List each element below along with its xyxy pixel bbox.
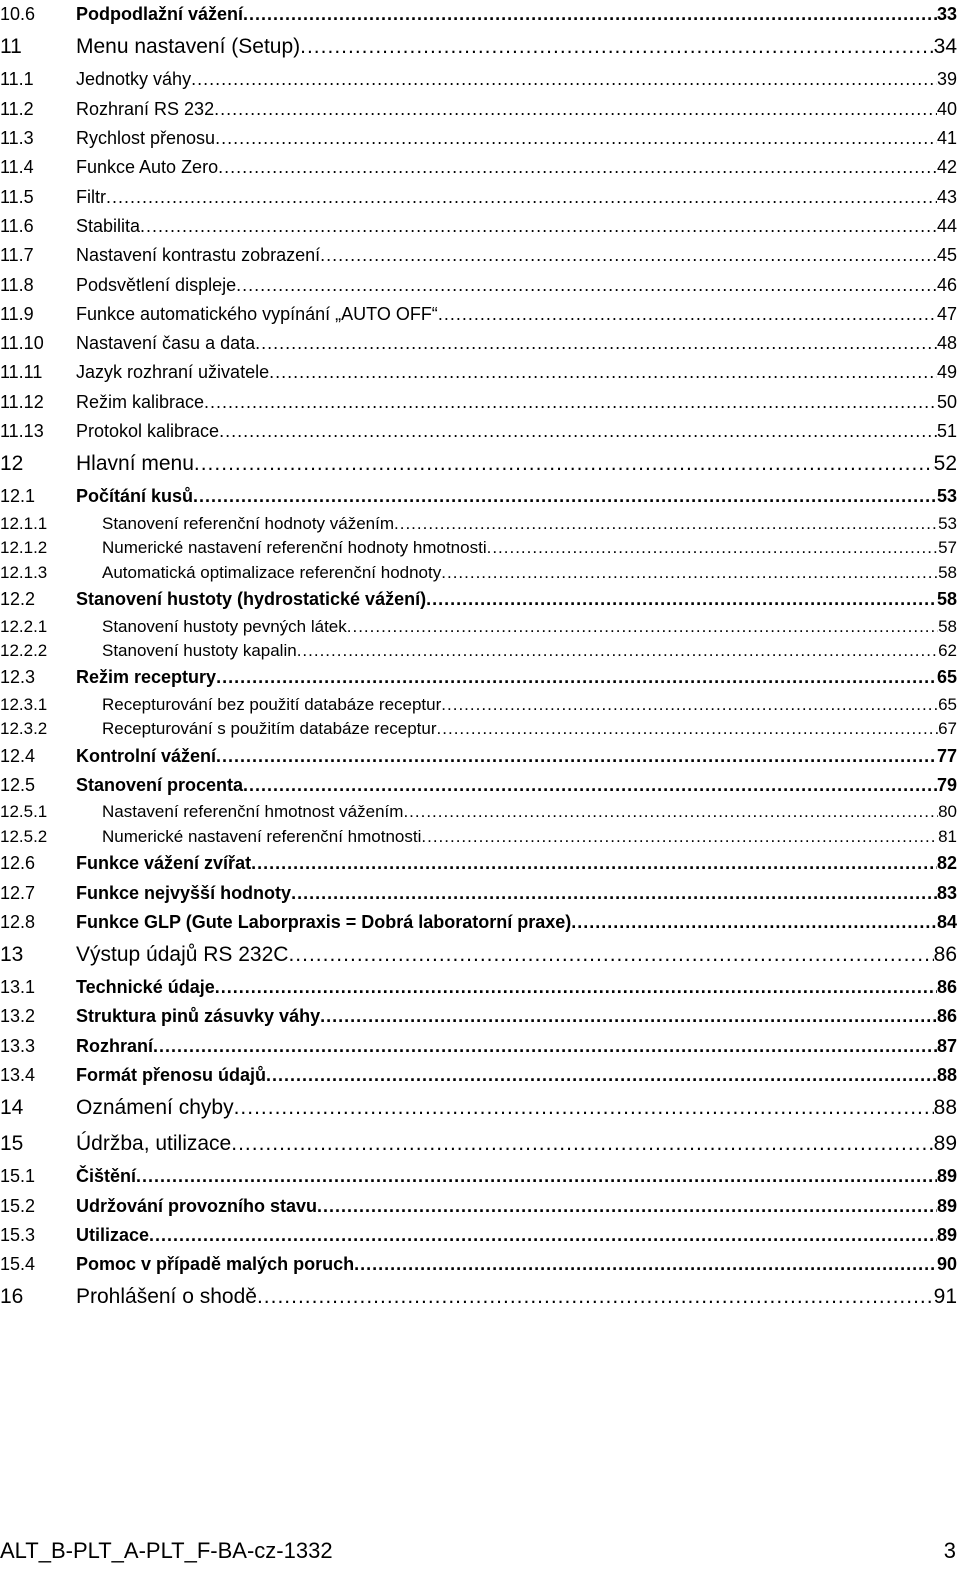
toc-entry-page: 49	[936, 362, 957, 383]
toc-entry-page: 86	[936, 1006, 957, 1027]
toc-entry-title: Údržba, utilizace	[76, 1132, 232, 1156]
toc-entry-title: Stanovení procenta	[76, 774, 244, 795]
dot-leader	[320, 245, 937, 266]
toc-entry-number: 15	[0, 1132, 24, 1156]
dot-leader	[394, 514, 938, 534]
toc-entry[interactable]	[0, 536, 960, 561]
dot-leader	[231, 1132, 933, 1156]
toc-entry-page: 52	[933, 452, 957, 476]
toc-entry-page: 58	[938, 562, 957, 582]
toc-entry-number: 12.1.3	[0, 562, 48, 582]
toc-entry-title: Režim receptury	[76, 667, 217, 688]
toc-entry[interactable]	[0, 614, 960, 639]
toc-entry[interactable]	[0, 358, 960, 387]
toc-entry[interactable]	[0, 849, 960, 878]
toc-entry-page: 50	[936, 391, 957, 412]
toc-entry-page: 83	[936, 882, 957, 903]
toc-entry-page: 46	[936, 274, 957, 295]
toc-entry-page: 65	[938, 694, 957, 714]
dot-leader	[354, 1254, 937, 1275]
toc-entry-title: Kontrolní vážení	[76, 745, 217, 766]
dot-leader	[297, 641, 938, 661]
toc-entry[interactable]	[0, 270, 960, 299]
dot-leader	[255, 333, 937, 354]
dot-leader	[194, 452, 934, 476]
toc-entry-title: Počítání kusů	[76, 486, 194, 507]
dot-leader	[437, 719, 939, 739]
toc-entry-page: 89	[936, 1224, 957, 1245]
toc-entry-page: 53	[938, 513, 957, 533]
toc-entry[interactable]	[0, 742, 960, 771]
toc-entry[interactable]	[0, 717, 960, 742]
toc-entry-title: Filtr	[76, 186, 106, 207]
toc-entry-page: 53	[936, 486, 957, 507]
toc-entry[interactable]	[0, 800, 960, 825]
toc-entry[interactable]	[0, 482, 960, 511]
toc-entry-title: Pomoc v případě malých poruch	[76, 1254, 355, 1275]
toc-entry-number: 11.8	[0, 274, 34, 295]
dot-leader	[438, 304, 937, 325]
document-id: ALT_B-PLT_A-PLT_F-BA-cz-1332	[0, 1538, 333, 1563]
dot-leader	[291, 883, 937, 904]
toc-entry[interactable]	[0, 1032, 960, 1061]
dot-leader	[216, 746, 937, 767]
toc-entry-page: 84	[936, 911, 957, 932]
page-footer	[0, 1538, 960, 1568]
dot-leader	[243, 4, 937, 25]
toc-entry-page: 42	[936, 157, 957, 178]
toc-entry-number: 12.4	[0, 745, 36, 766]
toc-entry-page: 67	[938, 719, 957, 739]
toc-entry-title: Jednotky váhy	[76, 69, 192, 90]
toc-entry[interactable]	[0, 1126, 960, 1162]
toc-entry[interactable]	[0, 663, 960, 692]
toc-entry-page: 62	[938, 641, 957, 660]
toc-entry[interactable]	[0, 212, 960, 241]
toc-entry-number: 15.4	[0, 1254, 36, 1275]
toc-entry-number: 11.6	[0, 215, 34, 236]
toc-entry-number: 13.4	[0, 1065, 36, 1086]
toc-entry-page: 79	[936, 774, 957, 795]
toc-entry-title: Funkce nejvyšší hodnoty	[76, 882, 292, 903]
toc-entry-number: 12.2.2	[0, 641, 48, 660]
toc-entry[interactable]	[0, 585, 960, 614]
dot-leader	[136, 1166, 937, 1187]
toc-entry-number: 12.6	[0, 853, 36, 874]
toc-entry-number: 16	[0, 1285, 24, 1309]
toc-entry[interactable]	[0, 1090, 960, 1126]
dot-leader	[215, 977, 937, 998]
toc-entry-title: Recepturování bez použití databáze receptur	[102, 694, 442, 714]
toc-entry-title: Stanovení hustoty (hydrostatické vážení)	[76, 589, 427, 610]
toc-entry[interactable]	[0, 693, 960, 718]
toc-entry-title: Funkce vážení zvířat	[76, 853, 252, 874]
toc-entry-page: 77	[936, 745, 957, 766]
toc-entry[interactable]	[0, 1221, 960, 1250]
toc-entry-title: Funkce Auto Zero	[76, 157, 219, 178]
toc-entry-number: 12.1	[0, 486, 36, 507]
toc-entry-title: Technické údaje	[76, 977, 215, 998]
toc-entry-title: Rychlost přenosu	[76, 128, 216, 149]
toc-entry[interactable]	[0, 446, 960, 482]
toc-entry-number: 11.5	[0, 186, 34, 207]
toc-entry-number: 13.2	[0, 1006, 36, 1027]
toc-entry-page: 41	[936, 128, 957, 149]
toc-entry-number: 12.5.1	[0, 802, 48, 822]
toc-entry-title: Menu nastavení (Setup)	[76, 35, 301, 59]
toc-entry[interactable]	[0, 560, 960, 585]
toc-entry-number: 11.2	[0, 98, 34, 119]
toc-entry-page: 40	[936, 98, 957, 119]
toc-entry-title: Struktura pinů zásuvky váhy	[76, 1006, 321, 1027]
toc-entry[interactable]	[0, 1061, 960, 1090]
toc-entry-number: 11.7	[0, 245, 34, 266]
dot-leader	[300, 35, 934, 59]
toc-entry[interactable]	[0, 1279, 960, 1315]
dot-leader	[140, 216, 937, 237]
dot-leader	[215, 128, 937, 149]
toc-entry[interactable]	[0, 29, 960, 65]
toc-entry[interactable]	[0, 388, 960, 417]
toc-entry-page: 88	[936, 1065, 957, 1086]
dot-leader	[216, 667, 937, 688]
toc-entry-page: 86	[933, 943, 957, 967]
toc-entry[interactable]	[0, 153, 960, 182]
toc-entry-number: 12.1.1	[0, 513, 48, 533]
dot-leader	[191, 69, 937, 90]
toc-entry[interactable]	[0, 95, 960, 124]
toc-entry-number: 10.6	[0, 4, 36, 25]
toc-entry-number: 12.8	[0, 911, 36, 932]
dot-leader	[266, 1065, 937, 1086]
toc-entry-number: 12.2	[0, 589, 36, 610]
toc-entry-title: Rozhraní RS 232	[76, 98, 215, 119]
toc-entry-number: 12.7	[0, 882, 36, 903]
toc-entry[interactable]	[0, 182, 960, 211]
toc-entry-page: 86	[936, 977, 957, 998]
toc-entry[interactable]	[0, 878, 960, 907]
dot-leader	[487, 538, 938, 558]
toc-entry-title: Funkce GLP (Gute Laborpraxis = Dobrá laboratorní praxe)	[76, 911, 572, 932]
toc-entry-title: Oznámení chyby	[76, 1096, 234, 1120]
toc-entry-title: Formát přenosu údajů	[76, 1065, 267, 1086]
toc-entry-page: 47	[936, 303, 957, 324]
toc-entry[interactable]	[0, 908, 960, 937]
dot-leader	[149, 1225, 937, 1246]
toc-entry-title: Automatická optimalizace referenční hodnoty	[102, 562, 442, 582]
dot-leader	[153, 1036, 937, 1057]
dot-leader	[251, 853, 937, 874]
dot-leader	[288, 943, 933, 967]
toc-entry[interactable]	[0, 937, 960, 973]
toc-entry-title: Funkce automatického vypínání „AUTO OFF“	[76, 303, 438, 324]
toc-entry-number: 11.11	[0, 362, 43, 383]
toc-entry-page: 57	[938, 538, 957, 558]
toc-entry[interactable]	[0, 511, 960, 536]
toc-entry-page: 81	[938, 826, 957, 846]
toc-entry[interactable]	[0, 241, 960, 270]
toc-entry[interactable]	[0, 0, 960, 29]
dot-leader	[218, 157, 937, 178]
toc-entry-title: Stabilita	[76, 215, 141, 236]
toc-entry[interactable]	[0, 329, 960, 358]
toc-entry-number: 12.1.2	[0, 538, 48, 558]
toc-entry-number: 12	[0, 452, 24, 476]
toc-entry[interactable]	[0, 300, 960, 329]
toc-entry-number: 15.2	[0, 1195, 36, 1216]
dot-leader	[441, 695, 938, 715]
toc-entry-title: Hlavní menu	[76, 452, 194, 476]
toc-entry-page: 80	[938, 802, 957, 822]
dot-leader	[347, 617, 938, 637]
toc-entry-title: Recepturování s použitím databáze receptur	[102, 719, 437, 739]
dot-leader	[193, 486, 937, 507]
toc-entry-number: 11.3	[0, 128, 34, 149]
toc-entry-number: 15.1	[0, 1166, 36, 1187]
page-number: 3	[943, 1538, 956, 1563]
toc-entry-title: Utilizace	[76, 1224, 150, 1245]
toc-entry-number: 12.5	[0, 774, 36, 795]
toc-entry[interactable]	[0, 1002, 960, 1031]
toc-entry-title: Nastavení kontrastu zobrazení	[76, 245, 321, 266]
toc-entry-page: 39	[936, 69, 957, 90]
dot-leader	[441, 563, 938, 583]
toc-entry-title: Rozhraní	[76, 1035, 154, 1056]
toc-entry-title: Výstup údajů RS 232C	[76, 943, 289, 967]
dot-leader	[403, 802, 938, 822]
toc-entry-title: Numerické nastavení referenční hmotnosti	[102, 826, 422, 846]
toc-entry-page: 91	[933, 1285, 957, 1309]
toc-entry-page: 89	[936, 1166, 957, 1187]
toc-entry-number: 11.1	[0, 69, 34, 90]
dot-leader	[421, 827, 938, 847]
toc-entry-page: 58	[938, 616, 957, 636]
toc-entry[interactable]	[0, 124, 960, 153]
dot-leader	[269, 362, 937, 383]
dot-leader	[317, 1196, 937, 1217]
toc-entry-title: Stanovení referenční hodnoty vážením	[102, 513, 395, 533]
dot-leader	[234, 1096, 934, 1120]
toc-entry[interactable]	[0, 65, 960, 94]
dot-leader	[320, 1006, 937, 1027]
dot-leader	[219, 421, 937, 442]
toc-entry-page: 58	[936, 589, 957, 610]
toc-entry-title: Nastavení referenční hmotnost vážením	[102, 802, 404, 822]
toc-entry-title: Podpodlažní vážení	[76, 4, 244, 25]
toc-entry-title: Stanovení hustoty pevných látek	[102, 616, 347, 636]
toc-entry-page: 89	[936, 1195, 957, 1216]
toc-entry-number: 12.3	[0, 667, 36, 688]
toc-entry-title: Podsvětlení displeje	[76, 274, 237, 295]
toc-entry[interactable]	[0, 825, 960, 850]
toc-entry-title: Protokol kalibrace	[76, 421, 220, 441]
toc-entry-page: 44	[936, 215, 957, 236]
dot-leader	[214, 99, 937, 120]
toc-entry-title: Nastavení času a data	[76, 333, 256, 354]
toc-entry-page: 82	[936, 853, 957, 874]
toc-entry-page: 65	[936, 667, 957, 688]
toc-entry-number: 12.2.1	[0, 616, 48, 636]
toc-entry-page: 88	[933, 1096, 957, 1120]
toc-entry-title: Čištění	[76, 1166, 137, 1187]
toc-entry-number: 11.10	[0, 333, 44, 354]
toc-entry-number: 12.3.1	[0, 694, 48, 714]
toc-entry-title: Prohlášení o shodě	[76, 1285, 257, 1309]
toc-entry-page: 51	[936, 421, 957, 441]
dot-leader	[257, 1285, 934, 1309]
toc-entry-number: 15.3	[0, 1224, 36, 1245]
toc-entry-number: 11.4	[0, 157, 34, 178]
toc-entry-title: Numerické nastavení referenční hodnoty hmotnosti	[102, 538, 487, 558]
toc-entry-title: Režim kalibrace	[76, 391, 205, 412]
toc-entry[interactable]	[0, 1250, 960, 1279]
toc-entry-number: 13	[0, 943, 24, 967]
toc-entry-page: 43	[936, 186, 957, 207]
toc-entry-page: 34	[933, 35, 957, 59]
toc-entry-page: 45	[936, 245, 957, 266]
toc-entry-page: 87	[936, 1035, 957, 1056]
toc-entry-number: 14	[0, 1096, 24, 1120]
toc-entry-title: Udržování provozního stavu	[76, 1195, 318, 1216]
toc-entry-page: 89	[933, 1132, 957, 1156]
toc-entry-title: Stanovení hustoty kapalin	[102, 641, 297, 660]
toc-entry-number: 11	[0, 35, 22, 59]
toc-entry-number: 11.9	[0, 303, 34, 324]
toc-entry-title: Jazyk rozhraní uživatele	[76, 362, 270, 383]
dot-leader	[204, 392, 937, 413]
toc-entry-page: 33	[936, 4, 957, 25]
dot-leader	[426, 589, 937, 610]
toc-entry-number: 12.5.2	[0, 826, 48, 846]
toc-entry-number: 11.13	[0, 421, 44, 441]
toc-entry[interactable]	[0, 973, 960, 1002]
toc-entry-page: 90	[936, 1254, 957, 1275]
toc-entry[interactable]	[0, 771, 960, 800]
dot-leader	[106, 187, 937, 208]
toc-entry[interactable]	[0, 1162, 960, 1191]
toc-entry-number: 13.1	[0, 977, 36, 998]
toc-entry-number: 12.3.2	[0, 719, 48, 739]
toc-entry-number: 13.3	[0, 1035, 36, 1056]
toc-entry[interactable]	[0, 417, 960, 446]
toc-entry[interactable]	[0, 1192, 960, 1221]
toc-entry-page: 48	[936, 333, 957, 354]
dot-leader	[571, 912, 937, 933]
toc-entry-number: 11.12	[0, 391, 44, 412]
dot-leader	[243, 775, 937, 796]
toc-entry[interactable]	[0, 639, 960, 664]
dot-leader	[236, 275, 937, 296]
